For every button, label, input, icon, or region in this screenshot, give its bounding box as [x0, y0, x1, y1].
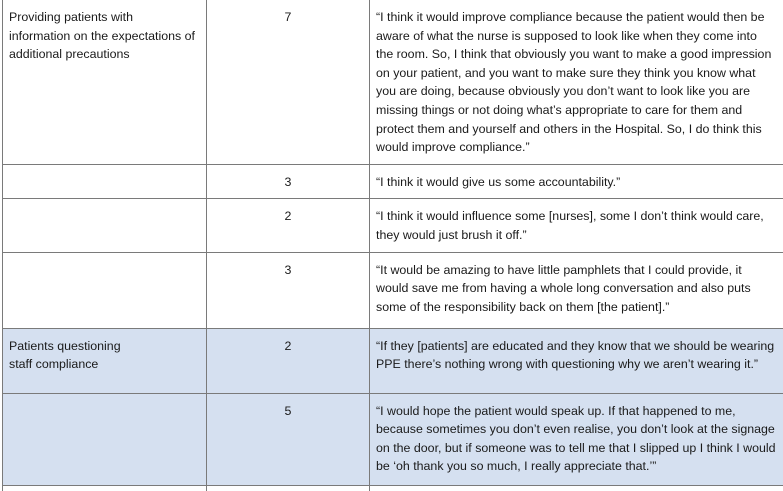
quote-cell: “I think it would give us some accountability.”	[370, 164, 783, 199]
count-cell: 3	[207, 164, 370, 199]
quote-cell: “If they [patients] are educated and they know that we should be wearing PPE there’s nothing wrong with questioning why we aren’t wearing it.”	[370, 328, 783, 393]
theme-cell	[3, 164, 207, 199]
count-cell: 3	[207, 252, 370, 328]
theme-cell	[3, 199, 207, 252]
empty-cell	[3, 485, 207, 491]
quote-cell: “I think it would influence some [nurses], some I don’t think would care, they would just brush it off.”	[370, 199, 783, 252]
count-cell: 2	[207, 199, 370, 252]
table-row-partial	[3, 485, 783, 491]
count-cell: 7	[207, 0, 370, 164]
table-row	[3, 393, 783, 485]
quote-cell: “I would hope the patient would speak up. If that happened to me, because sometimes you don’t even realise, you don’t look at the signage on the door, but if someone was to tell me that I slipped up I think I would be ‘oh thank you so much, I really appreciate that.’”	[370, 393, 783, 485]
theme-cell: Providing patients with information on the expectations of additional precautions	[3, 0, 207, 164]
table-row	[3, 199, 783, 252]
quotes-table	[2, 0, 783, 491]
empty-cell	[370, 485, 783, 491]
theme-cell	[3, 393, 207, 485]
table-row	[3, 0, 783, 164]
quote-cell: “I think it would improve compliance because the patient would then be aware of what the nurse is supposed to look like when they come into the room. So, I think that obviously you want to make a good impression on your patient, and you want to make sure they think you know what you are doing, because obviously you don’t want to look like you are missing things or not doing what’s appropriate to care for them and protect them and yourself and others in the Hospital. So, I do think this would improve compliance.”	[370, 0, 783, 164]
table-row	[3, 328, 783, 393]
count-cell: 2	[207, 328, 370, 393]
quote-cell: “It would be amazing to have little pamphlets that I could provide, it would save me from having a whole long conversation and also puts some of the responsibility back on them [the patient].”	[370, 252, 783, 328]
theme-cell: Patients questioning staff compliance	[3, 328, 207, 393]
empty-cell	[207, 485, 370, 491]
table-row	[3, 164, 783, 199]
theme-cell	[3, 252, 207, 328]
table-row	[3, 252, 783, 328]
count-cell: 5	[207, 393, 370, 485]
